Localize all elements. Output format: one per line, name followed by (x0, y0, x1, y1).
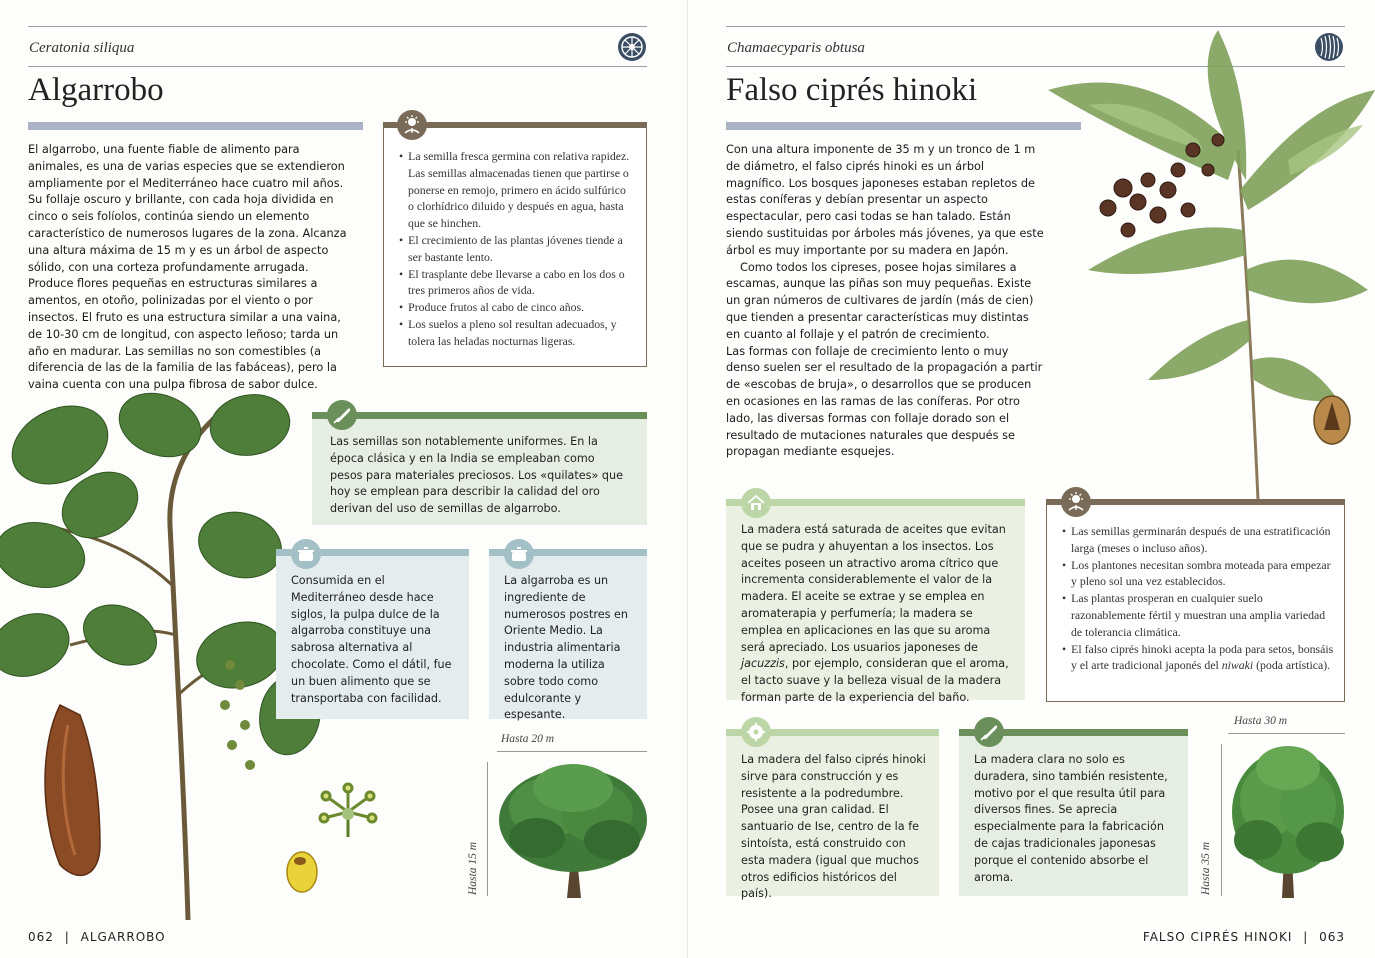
aroma-note-italic: jacuzzis (741, 657, 785, 671)
list-item (1057, 641, 1337, 675)
cross-section-icon (617, 32, 647, 62)
header-rule (726, 26, 1345, 27)
intro-text (726, 142, 1044, 461)
footer-separator: | (64, 930, 70, 944)
feather-quill-icon (327, 400, 357, 430)
feather-quill-icon (974, 717, 1004, 747)
list-item-part: El falso ciprés hinoki acepta la poda para setos, bonsáis y el arte tradicional japonés del (1071, 641, 1334, 673)
saw-blade-icon (741, 717, 771, 747)
height-label: Hasta 35 m (1200, 841, 1212, 895)
cultivation-box (383, 122, 647, 367)
height-scale-line (1221, 744, 1222, 896)
aroma-note-part: La madera está saturada de aceites que evitan que se pudra y ahuyentan a los insectos. Los aceites poseen un atractivo aroma cítrico que incrementa considerablemente el valor de la madera. El aceite se extrae y se emplea en aromaterapia y perfumería; la madera se emplea en aplicaciones en las que su aroma será apreciado. Los usuarios japoneses de (741, 523, 1006, 654)
height-label: Hasta 15 m (467, 841, 479, 895)
list-item: • Produce frutos al cabo de cinco años. (394, 299, 632, 316)
intro-paragraph: El algarrobo, una fuente fiable de alimento para animales, es una de varias especies que se extendieron ampliamente por el Mediterráneo hace cuatro mil años. Su follaje oscuro y brillante, con cada hoja dividida en cinco o seis folíolos, continúa siendo un elemento característico de numerosos lugares de la zona. Alcanza una altura máxima de 15 m y es un árbol de aspecto sólido, con una corteza profundamente arrugada. Produce flores pequeñas en estructuras similares a amentos, en otoño, polinizadas por el viento o por insectos. El fruto es una estructura similar a una vaina, de 10-30 cm de longitud, con aspecto leñoso; tarda un año en madurar. Las semillas no son comestibles (a diferencia de las de la familia de las fabáceas), pero la vaina cuenta con una pulpa fibrosa de sabor dulce. (28, 143, 347, 392)
house-icon (741, 488, 771, 518)
cultivation-box (1046, 499, 1345, 702)
carob-tree-silhouette (497, 758, 649, 898)
header-rule (28, 26, 647, 27)
intro-text (28, 142, 350, 394)
height-scale-line (487, 762, 488, 896)
hinoki-tree-silhouette (1228, 740, 1348, 898)
page-footer (28, 930, 166, 944)
list-item: • Los suelos a pleno sol resultan adecuados, y tolera las heladas nocturnas ligeras. (394, 316, 632, 350)
cultivation-list (1057, 523, 1337, 674)
cooking-pot-icon (291, 539, 321, 569)
list-item: • El crecimiento de las plantas jóvenes tiende a ser bastante lento. (394, 232, 632, 266)
seeds-note-text: Las semillas son notablemente uniformes. En la época clásica y en la India se empleaban como pesos para materiales preciosos. Los «quilates» que hoy se emplean para describir la calidad del oro derivan del uso de semillas de algarrobo. (330, 435, 623, 516)
list-item-italic: niwaki (1221, 658, 1254, 673)
page-title: Algarrobo (28, 72, 164, 108)
list-item: • Las plantas prosperan en cualquier suelo razonablemente fértil y muestran una amplia variedad de tolerancia climática. (1057, 590, 1337, 640)
width-scale-line (497, 751, 647, 752)
aroma-note-part: , por ejemplo, consideran que el aroma, el tacto suave y la belleza visual de la madera forman parte de la experiencia del baño. (741, 657, 1009, 704)
page-title: Falso ciprés hinoki (726, 72, 978, 108)
latin-name: Ceratonia siliqua (29, 40, 135, 56)
list-item: • Los plantones necesitan sombra moteada para empezar y pleno sol una vez establecidos. (1057, 557, 1337, 591)
hinoki-branch-illustration (1028, 30, 1375, 500)
page-number: 062 (28, 930, 54, 944)
intro-paragraph-2: Como todos los cipreses, posee hojas similares a escamas, aunque las piñas son muy pequeñas. Existe un gran números de cultivares de jardín (más de cien) que tienden a presentar características muy distintas en cuanto al follaje y el patrón de crecimiento. (726, 260, 1034, 341)
running-head: FALSO CIPRÉS HINOKI (1142, 930, 1293, 944)
header-rule-bottom (28, 66, 647, 67)
aroma-note-text (741, 522, 1016, 707)
seedling-sun-icon (397, 110, 427, 140)
latin-name: Chamaecyparis obtusa (727, 40, 865, 56)
cooking-pot-icon (504, 539, 534, 569)
construction-note-box (726, 736, 939, 901)
intro-paragraph-3: Las formas con follaje de crecimiento lento o muy denso suelen ser el resultado de la propagación a partir de «escobas de bruja», o desarrollos que se producen en ocasiones en las ramas de las coníferas. Por otro lado, las diversas formas con follaje dorado son el resultado de mutaciones naturales que después se propagan mediante esquejes. (726, 344, 1043, 459)
list-item: • Las semillas germinarán después de una estratificación larga (meses o incluso años). (1057, 523, 1337, 557)
list-item: • El trasplante debe llevarse a cabo en los dos o tres primeros años de vida. (394, 266, 632, 300)
flower-detail-illustration (318, 782, 378, 842)
aroma-note-box (726, 506, 1025, 704)
list-item-part: (poda artística). (1253, 658, 1331, 673)
page-number: 063 (1319, 930, 1345, 944)
food-note-1-box (276, 556, 469, 719)
seeds-note-box (312, 419, 647, 525)
page-footer (1143, 930, 1345, 944)
food-note-2-box (489, 556, 647, 722)
left-page (0, 0, 687, 958)
seedling-sun-icon (1061, 487, 1091, 517)
wood-note-text: La madera clara no solo es duradera, sino también resistente, motivo por el que resulta útil para diversos fines. Se aprecia especialmente para la fabricación de cajas tradicionales japonesas porque el contenido absorbe el aroma. (974, 753, 1168, 884)
wood-note-box (959, 736, 1188, 896)
running-head: ALGARROBO (80, 930, 166, 944)
width-label: Hasta 30 m (1234, 715, 1288, 727)
list-item: • La semilla fresca germina con relativa rapidez. Las semillas almacenadas tienen que partirse o ponerse en remojo, primero en ácido sulfúrico o clorhídrico diluido y después en agua, hasta que se hinchen. (394, 148, 632, 232)
width-label: Hasta 20 m (501, 733, 555, 745)
food-note-1-text: Consumida en el Mediterráneo desde hace siglos, la pulpa dulce de la algarroba constituye una sabrosa alternativa al chocolate. Como el dátil, fue un buen alimento que se transportaba con facilidad. (291, 574, 452, 705)
footer-separator: | (1303, 930, 1309, 944)
cultivation-list (394, 148, 632, 350)
seeds-note-bar (312, 412, 647, 419)
construction-note-text: La madera del falso ciprés hinoki sirve para construcción y es resistente a la podredumbre. Posee una gran calidad. El santuario de Ise, centro de la fe sintoísta, está construido con esta madera (igual que muchos otros edificios históricos del país). (741, 753, 926, 901)
intro-paragraph-1: Con una altura imponente de 35 m y un tronco de 1 m de diámetro, el falso ciprés hinoki es un árbol magnífico. Los bosques japoneses estaban repletos de estas coníferas y debían presentar un aspecto espectacular, pero casi todas se han talado. Están siendo sustituidas por árboles más jóvenes, ya que este árbol es muy importante por su madera en Japón. (726, 143, 1044, 257)
width-scale-line (1228, 733, 1345, 734)
food-note-2-text: La algarroba es un ingrediente de numerosos postres en Oriente Medio. La industria alimentaria moderna la utiliza sobre todo como edulcorante y espesante. (504, 574, 628, 722)
title-accent-bar (28, 122, 363, 130)
right-page (688, 0, 1375, 958)
